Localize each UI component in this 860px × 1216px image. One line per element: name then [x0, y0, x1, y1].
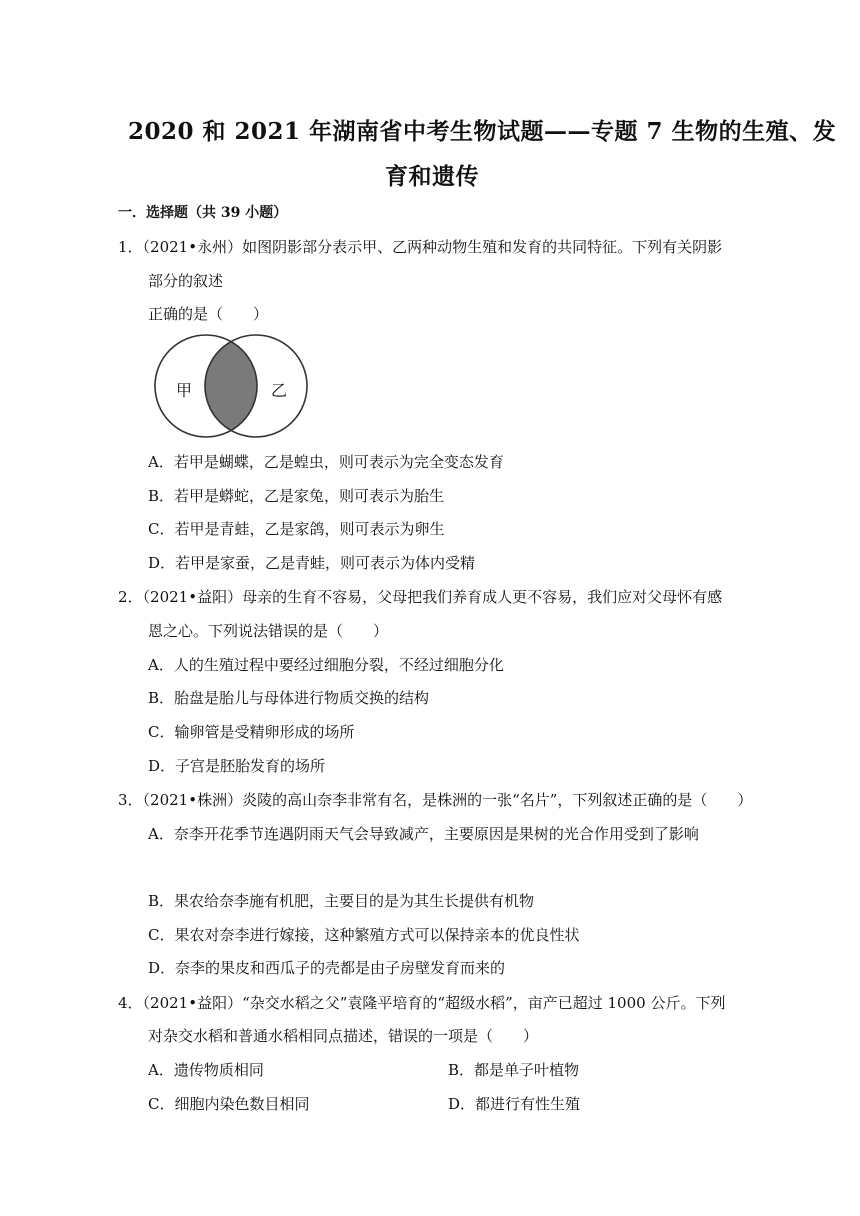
document-title-line-2: 育和遗传	[385, 163, 479, 190]
venn-diagram	[150, 334, 310, 440]
section-heading: 一．选择题（共 39 小题）	[118, 205, 288, 221]
question-3-line-1: 3．（2021•株洲）炎陵的高山奈李非常有名，是株洲的一张“名片”，下列叙述正确的是（ ）	[118, 791, 753, 809]
document-title-line-1: 2020 和 2021 年湖南省中考生物试题——专题 7 生物的生殖、发	[128, 118, 837, 145]
question-1-line-2: 部分的叙述	[148, 272, 224, 290]
question-4-option-b: B．都是单子叶植物	[448, 1061, 580, 1079]
venn-label-left: 甲	[176, 381, 193, 400]
question-2-option-a: A．人的生殖过程中要经过细胞分裂，不经过细胞分化	[148, 656, 504, 674]
question-4-option-d: D．都进行有性生殖	[448, 1095, 581, 1113]
question-1-line-3: 正确的是（ ）	[148, 305, 269, 323]
question-1-option-a: A．若甲是蝴蝶，乙是蝗虫，则可表示为完全变态发育	[148, 453, 504, 471]
question-2-line-2: 恩之心。下列说法错误的是（ ）	[148, 622, 389, 640]
question-2-option-c: C．输卵管是受精卵形成的场所	[148, 723, 355, 741]
question-3-option-a: A．奈李开花季节连遇阴雨天气会导致减产，主要原因是果树的光合作用受到了影响	[148, 825, 699, 843]
question-1-option-c: C．若甲是青蛙，乙是家鸽，则可表示为卵生	[148, 520, 445, 538]
question-1-line-1: 1．（2021•永州）如图阴影部分表示甲、乙两种动物生殖和发育的共同特征。下列有关阴影	[118, 238, 723, 256]
venn-label-right: 乙	[271, 381, 288, 400]
question-3-option-b: B．果农给奈李施有机肥，主要目的是为其生长提供有机物	[148, 892, 535, 910]
question-2-line-1: 2．（2021•益阳）母亲的生育不容易，父母把我们养育成人更不容易，我们应对父母怀有感	[118, 588, 723, 606]
question-1-option-d: D．若甲是家蚕，乙是青蛙，则可表示为体内受精	[148, 554, 476, 572]
question-4-option-c: C．细胞内染色数目相同	[148, 1095, 310, 1113]
question-4-option-a: A．遗传物质相同	[148, 1061, 264, 1079]
question-3-option-d: D．奈李的果皮和西瓜子的壳都是由子房壁发育而来的	[148, 959, 506, 977]
question-4-line-2: 对杂交水稻和普通水稻相同点描述，错误的一项是（ ）	[148, 1027, 539, 1045]
question-3-option-c: C．果农对奈李进行嫁接，这种繁殖方式可以保持亲本的优良性状	[148, 926, 580, 944]
question-4-line-1: 4．（2021•益阳）“杂交水稻之父”袁隆平培育的“超级水稻”，亩产已超过 1000 公斤。下列	[118, 994, 726, 1012]
question-2-option-b: B．胎盘是胎儿与母体进行物质交换的结构	[148, 689, 430, 707]
question-2-option-d: D．子宫是胚胎发育的场所	[148, 757, 326, 775]
question-1-option-b: B．若甲是蟒蛇，乙是家兔，则可表示为胎生	[148, 487, 445, 505]
